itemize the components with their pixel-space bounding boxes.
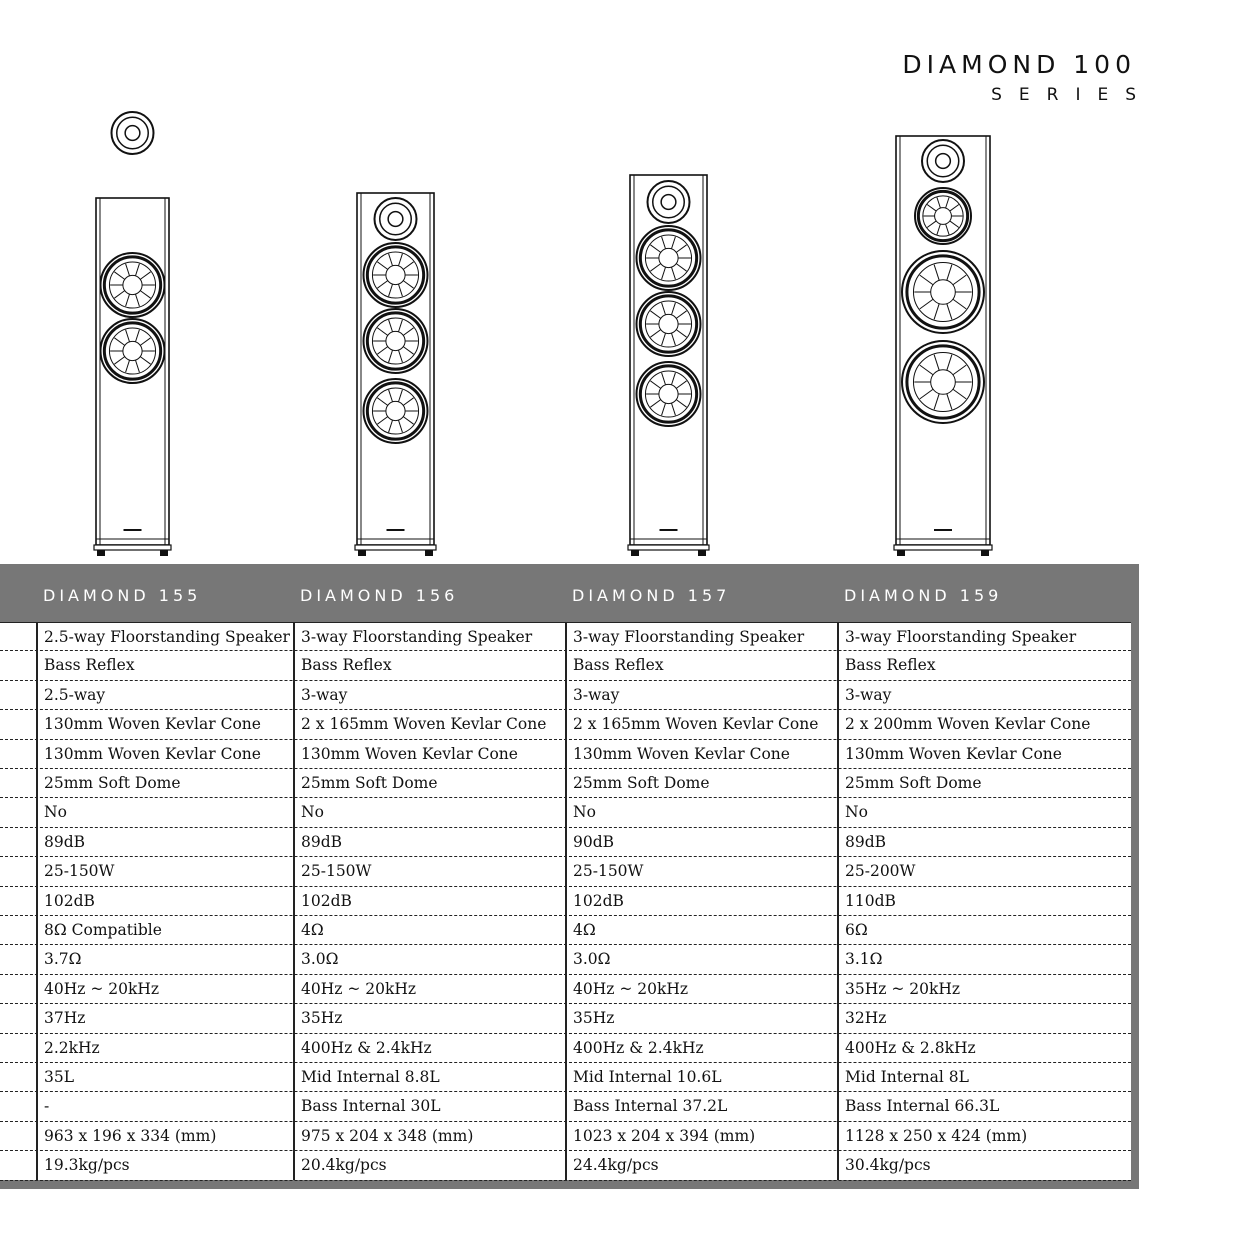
spec-cell: Bass Reflex — [845, 656, 936, 675]
spec-cell: 30.4kg/pcs — [845, 1156, 931, 1175]
spec-cell: 110dB — [845, 891, 896, 910]
table-row — [0, 798, 1131, 827]
spec-table-header — [0, 564, 1139, 622]
table-row — [0, 887, 1131, 916]
spec-cell: 35Hz — [301, 1009, 343, 1028]
model-heading-155: DIAMOND 155 — [43, 586, 202, 605]
spec-cell: Mid Internal 10.6L — [573, 1068, 722, 1086]
table-row — [0, 1151, 1131, 1180]
spec-cell: 102dB — [44, 891, 95, 910]
spec-cell: 35Hz ~ 20kHz — [845, 979, 961, 998]
table-row — [0, 1004, 1131, 1033]
spec-cell: 89dB — [845, 832, 887, 851]
table-row — [0, 1034, 1131, 1063]
spec-cell: 102dB — [301, 891, 352, 910]
spec-cell: 4Ω — [573, 921, 596, 939]
spec-cell: Bass Reflex — [301, 656, 392, 675]
spec-cell: 89dB — [301, 832, 343, 851]
spec-cell: 25mm Soft Dome — [301, 774, 438, 792]
spec-cell: 2.5-way — [44, 685, 106, 704]
spec-grid — [0, 622, 1131, 1180]
spec-cell: 20.4kg/pcs — [301, 1156, 387, 1175]
spec-cell: 2 x 165mm Woven Kevlar Cone — [301, 715, 547, 734]
spec-cell: 8Ω Compatible — [44, 921, 162, 939]
speaker-159-illustration — [894, 136, 992, 556]
spec-cell: 32Hz — [845, 1009, 887, 1028]
spec-cell: 3-way — [845, 685, 892, 704]
speaker-155-illustration — [94, 112, 171, 556]
spec-cell: Bass Reflex — [573, 656, 664, 675]
spec-cell: 2 x 165mm Woven Kevlar Cone — [573, 715, 819, 734]
spec-cell: 3-way — [573, 685, 620, 704]
spec-cell: 24.4kg/pcs — [573, 1156, 659, 1175]
table-row — [0, 740, 1131, 769]
model-heading-159: DIAMOND 159 — [844, 586, 1003, 605]
spec-cell: No — [573, 803, 596, 822]
table-row — [0, 828, 1131, 857]
spec-cell: 3.1Ω — [845, 950, 883, 969]
spec-cell: 35L — [44, 1068, 75, 1086]
spec-cell: 25mm Soft Dome — [845, 774, 982, 792]
speaker-157-illustration — [628, 175, 709, 556]
spec-cell: 25mm Soft Dome — [44, 774, 181, 792]
table-row — [0, 916, 1131, 945]
spec-cell: 25mm Soft Dome — [573, 774, 710, 792]
table-row — [0, 1063, 1131, 1092]
spec-cell: 2 x 200mm Woven Kevlar Cone — [845, 715, 1091, 734]
spec-cell: 400Hz & 2.4kHz — [301, 1038, 432, 1057]
speaker-drawings — [0, 0, 1240, 565]
spec-cell: 3.0Ω — [301, 950, 339, 969]
spec-cell: 400Hz & 2.4kHz — [573, 1038, 704, 1057]
spec-cell: 25-150W — [573, 862, 644, 881]
spec-cell: 89dB — [44, 832, 86, 851]
spec-cell: 6Ω — [845, 921, 868, 939]
spec-cell: 1128 x 250 x 424 (mm) — [845, 1126, 1028, 1145]
model-heading-156: DIAMOND 156 — [300, 586, 459, 605]
table-row — [0, 681, 1131, 710]
spec-cell: 4Ω — [301, 921, 324, 939]
spec-table — [0, 564, 1139, 1189]
spec-cell: 130mm Woven Kevlar Cone — [301, 744, 518, 763]
spec-cell: Mid Internal 8.8L — [301, 1068, 440, 1086]
table-row — [0, 857, 1131, 886]
spec-cell: 3.7Ω — [44, 950, 82, 969]
table-row — [0, 1092, 1131, 1121]
spec-cell: 130mm Woven Kevlar Cone — [845, 744, 1062, 763]
spec-cell: 19.3kg/pcs — [44, 1156, 130, 1175]
table-row — [0, 710, 1131, 739]
spec-cell: Bass Internal 37.2L — [573, 1097, 728, 1116]
table-row — [0, 1122, 1131, 1151]
spec-cell: 40Hz ~ 20kHz — [573, 979, 689, 998]
spec-cell: 130mm Woven Kevlar Cone — [44, 715, 261, 734]
table-row — [0, 975, 1131, 1004]
spec-cell: No — [44, 803, 67, 822]
spec-cell: 3-way Floorstanding Speaker — [573, 628, 805, 646]
spec-cell: 25-150W — [301, 862, 372, 881]
spec-cell: 40Hz ~ 20kHz — [44, 979, 160, 998]
spec-cell: Mid Internal 8L — [845, 1068, 969, 1086]
spec-cell: 25-200W — [845, 862, 916, 881]
table-row — [0, 769, 1131, 798]
spec-cell: No — [845, 803, 868, 822]
spec-cell: 90dB — [573, 832, 615, 851]
spec-cell: 3.0Ω — [573, 950, 611, 969]
spec-cell: 1023 x 204 x 394 (mm) — [573, 1126, 756, 1145]
spec-cell: Bass Internal 30L — [301, 1097, 441, 1116]
spec-cell: No — [301, 803, 324, 822]
spec-cell: 40Hz ~ 20kHz — [301, 979, 417, 998]
table-row — [0, 945, 1131, 974]
spec-cell: 2.2kHz — [44, 1038, 100, 1057]
table-row — [0, 651, 1131, 680]
spec-cell: 975 x 204 x 348 (mm) — [301, 1126, 474, 1145]
spec-cell: 3-way — [301, 685, 348, 704]
spec-cell: 102dB — [573, 891, 624, 910]
spec-cell: 37Hz — [44, 1009, 86, 1028]
model-heading-157: DIAMOND 157 — [572, 586, 731, 605]
spec-cell: Bass Internal 66.3L — [845, 1097, 1000, 1116]
spec-cell: 130mm Woven Kevlar Cone — [573, 744, 790, 763]
spec-cell: 2.5-way Floorstanding Speaker — [44, 628, 290, 646]
spec-cell: 25-150W — [44, 862, 115, 881]
spec-cell: 400Hz & 2.8kHz — [845, 1038, 976, 1057]
spec-cell: 35Hz — [573, 1009, 615, 1028]
spec-cell: 963 x 196 x 334 (mm) — [44, 1126, 217, 1145]
series-title: DIAMOND 100 — [902, 50, 1136, 79]
series-subtitle: SERIES — [991, 85, 1153, 105]
spec-cell: 3-way Floorstanding Speaker — [845, 628, 1077, 646]
spec-cell: 130mm Woven Kevlar Cone — [44, 744, 261, 763]
spec-cell: Bass Reflex — [44, 656, 135, 675]
spec-cell: - — [44, 1097, 50, 1116]
spec-cell: 3-way Floorstanding Speaker — [301, 628, 533, 646]
table-row — [0, 622, 1131, 651]
speaker-156-illustration — [355, 193, 436, 556]
